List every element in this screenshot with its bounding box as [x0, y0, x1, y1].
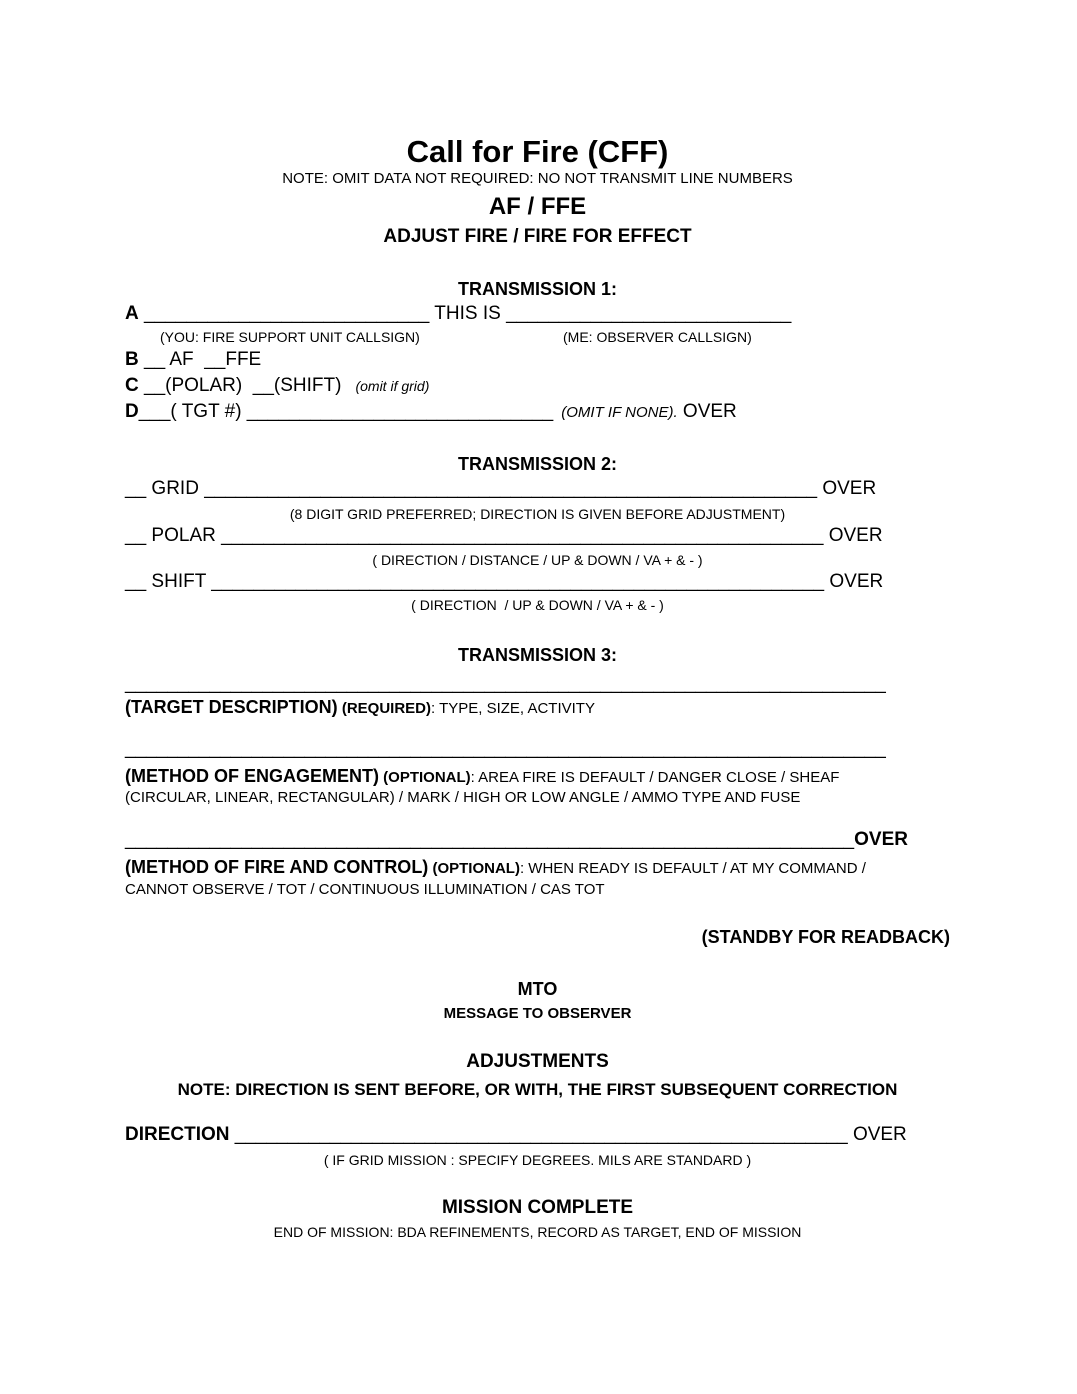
polar-check-blank: __ — [125, 524, 152, 546]
adjustments-heading: ADJUSTMENTS — [466, 1050, 609, 1072]
shift-row — [125, 571, 950, 594]
method-of-engagement-hint: : AREA FIRE IS DEFAULT / DANGER CLOSE / SHEAF (CIRCULAR, LINEAR, RECTANGULAR) / MARK / HIGH OR LOW ANGLE / AMMO TYPE AND FUSE — [125, 768, 840, 807]
line-a-captions — [125, 329, 950, 346]
mission-abbreviation-expansion: ADJUST FIRE / FIRE FOR EFFECT — [383, 225, 692, 247]
line-b — [125, 349, 950, 372]
direction-over: OVER — [852, 1123, 907, 1145]
line-d-letter: D — [125, 400, 139, 422]
moe-optional-label: (OPTIONAL) — [379, 768, 471, 786]
grid-label: GRID — [151, 478, 199, 500]
polar-value-blank: _________________________________________________________ — [215, 524, 829, 546]
mission-complete-heading: MISSION COMPLETE — [441, 1196, 634, 1218]
shift-value-blank: __________________________________________________________ — [205, 571, 830, 593]
line-d — [125, 401, 950, 424]
method-of-engagement-blank: ________________________________________________________________________ — [125, 737, 886, 759]
line-c — [125, 375, 950, 398]
unit-callsign-caption: (YOU: FIRE SUPPORT UNIT CALLSIGN) — [160, 329, 420, 346]
adjustments-note: NOTE: DIRECTION IS SENT BEFORE, OR WITH, THE FIRST SUBSEQUENT CORRECTION — [177, 1079, 898, 1099]
mto-subheading: MESSAGE TO OBSERVER — [443, 1004, 632, 1022]
direction-caption: ( IF GRID MISSION : SPECIFY DEGREES. MILS ARE STANDARD ) — [323, 1151, 752, 1168]
transmission-2-heading: TRANSMISSION 2: — [457, 453, 617, 474]
grid-row — [125, 478, 950, 501]
target-description-blank: ________________________________________________________________________ — [125, 672, 886, 694]
grid-over: OVER — [822, 478, 877, 500]
page-title: Call for Fire (CFF) — [406, 134, 669, 169]
line-c-note: (omit if grid) — [355, 377, 430, 394]
mto-heading: MTO — [517, 979, 558, 1000]
target-description-label: (TARGET DESCRIPTION) — [125, 697, 338, 718]
unit-callsign-blank: ___________________________ — [138, 303, 430, 325]
method-of-fire-blank-row — [125, 829, 950, 852]
observer-callsign-caption: (ME: OBSERVER CALLSIGN) — [563, 329, 752, 346]
standby-for-readback-label: (STANDBY FOR READBACK) — [701, 926, 950, 947]
line-b-options: __ AF __FFE — [138, 349, 262, 371]
direction-row — [125, 1124, 950, 1147]
grid-check-blank: __ — [125, 478, 152, 500]
mission-complete-caption: END OF MISSION: BDA REFINEMENTS, RECORD AS TARGET, END OF MISSION — [273, 1224, 802, 1241]
line-c-options: __(POLAR) __(SHIFT) — [138, 374, 342, 396]
mission-abbreviation: AF / FFE — [488, 193, 587, 221]
shift-caption: ( DIRECTION / UP & DOWN / VA + & - ) — [411, 597, 664, 614]
grid-value-blank: __________________________________________________________ — [198, 478, 823, 500]
document-content — [125, 0, 950, 1241]
target-description-row — [125, 697, 950, 719]
transmission-1-heading: TRANSMISSION 1: — [457, 278, 617, 299]
method-of-fire-row — [125, 856, 897, 900]
method-of-fire-blank: _____________________________________________________________________ — [125, 829, 855, 851]
line-a-letter: A — [125, 303, 139, 325]
line-d-tgt-label: ___( TGT #) — [138, 400, 247, 422]
tgt-number-blank: _____________________________ — [246, 400, 554, 422]
direction-value-blank: __________________________________________________________ — [229, 1123, 853, 1145]
transmission-3-heading: TRANSMISSION 3: — [457, 644, 617, 665]
target-required-label: (REQUIRED) — [337, 700, 432, 718]
method-of-fire-hint: : WHEN READY IS DEFAULT / AT MY COMMAND / CANNOT OBSERVE / TOT / CONTINUOUS ILLUMINATION / CAS TOT — [125, 860, 866, 898]
shift-over: OVER — [829, 571, 884, 593]
method-of-fire-label: (METHOD OF FIRE AND CONTROL) — [125, 857, 429, 878]
method-of-engagement-label: (METHOD OF ENGAGEMENT) — [125, 765, 379, 786]
shift-label: SHIFT — [151, 571, 206, 593]
line-d-over: OVER — [677, 400, 737, 422]
this-is-label: THIS IS — [429, 303, 507, 325]
observer-callsign-blank: ___________________________ — [506, 303, 792, 325]
shift-check-blank: __ — [125, 571, 152, 593]
polar-row — [125, 525, 950, 548]
direction-label: DIRECTION — [125, 1123, 230, 1145]
polar-label: POLAR — [151, 524, 216, 546]
method-of-engagement-row — [125, 765, 897, 809]
header-note: NOTE: OMIT DATA NOT REQUIRED: NO NOT TRANSMIT LINE NUMBERS — [282, 170, 793, 188]
method-of-fire-over: OVER — [854, 829, 908, 851]
target-description-hint: : TYPE, SIZE, ACTIVITY — [431, 700, 595, 718]
polar-over: OVER — [828, 524, 883, 546]
line-d-note: (OMIT IF NONE). — [561, 403, 678, 421]
line-a — [125, 303, 950, 326]
grid-caption: (8 DIGIT GRID PREFERRED; DIRECTION IS GIVEN BEFORE ADJUSTMENT) — [289, 505, 786, 522]
line-c-letter: C — [125, 374, 139, 396]
line-b-letter: B — [125, 349, 139, 371]
mofc-optional-label: (OPTIONAL) — [428, 860, 520, 878]
polar-caption: ( DIRECTION / DISTANCE / UP & DOWN / VA + & - ) — [372, 551, 703, 568]
